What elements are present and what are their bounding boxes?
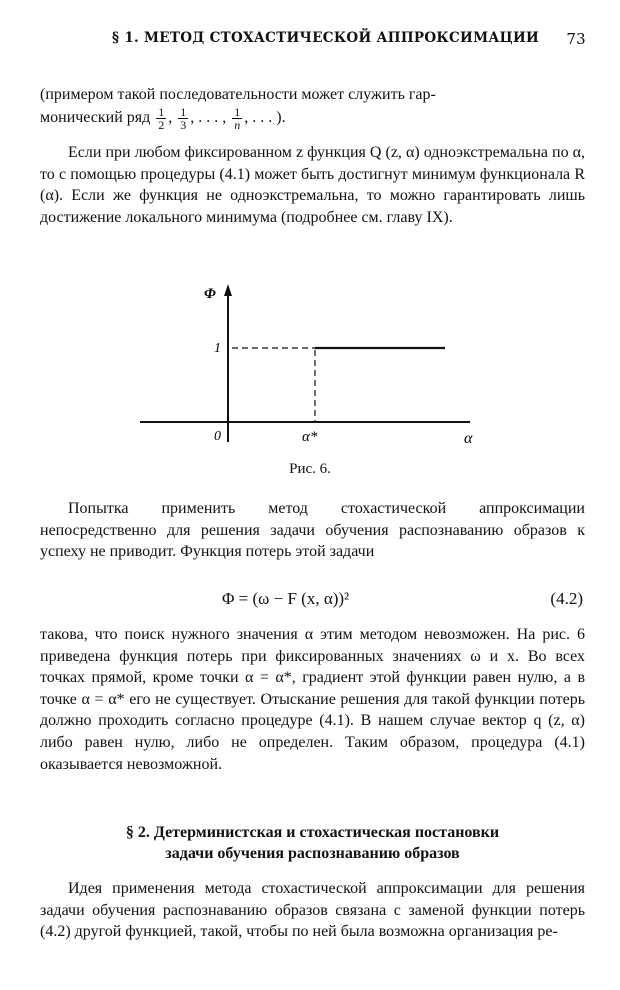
paragraph-extremum: Если при любом фиксированном z функция Q (z, α) одноэкстремальна по α, то с помощью процедуры (4.1) может быть достигнут минимум функционала R (α). Если же функция не одноэкстремальна, то можно гарантировать лишь достижение локального минимума (подробнее см. главу IX). (40, 144, 585, 226)
paragraph-attempt: Попытка применить метод стохастической аппроксимации непосредственно для решения задачи обучения распознаванию образов к успеху не приводит. Функция потерь этой задачи (40, 500, 585, 561)
frac3-denominator: n (234, 117, 241, 132)
para1-line2-suffix: , . . . ). (244, 108, 286, 126)
section-heading-line1: § 2. Детерминистская и стохастическая постановки (125, 824, 500, 841)
figure-caption: Рис. 6. (289, 461, 331, 477)
x-tick-label: α* (302, 429, 318, 445)
frac1-denominator: 2 (158, 117, 165, 132)
origin-label: 0 (214, 429, 221, 444)
sep-2: , . . . , (190, 108, 227, 126)
frac2-denominator: 3 (180, 117, 187, 132)
frac3-numerator: 1 (234, 104, 241, 119)
section-heading-line2: задачи обучения распознаванию образов (165, 845, 460, 862)
x-axis-label: α (464, 430, 473, 447)
frac1-numerator: 1 (158, 104, 165, 119)
paragraph-idea: Идея применения метода стохастической аппроксимации для решения задачи обучения распознаванию образов связана с заменой функции потерь (4.2) другой функцией, такой, чтобы по ней была возможна организация ре- (40, 880, 585, 941)
paragraph-gradient: такова, что поиск нужного значения α этим методом невозможен. На рис. 6 приведена функция потерь при фиксированных значениях ω и x. Во всех точках прямой, кроме точки α = α*, градиент этой функции равен нулю, а в точке α = α* его не существует. Отыскание решения для такой функции потерь должно проходить согласно процедуре (4.1). В нашем случае вектор q (z, α) либо равен нулю, либо не определен. Таким образом, процедура (4.1) оказывается невозможной. (40, 626, 585, 773)
page-number: 73 (566, 30, 586, 48)
sep-1: , (168, 108, 173, 126)
section-heading (40, 822, 585, 864)
y-axis-label: Φ (204, 286, 216, 302)
figure-6-plot (0, 280, 620, 460)
para1-line1: (примером такой последовательности может служить гар- (40, 86, 436, 103)
equation-formula: Φ = (ω − F (x, α))² (222, 589, 350, 608)
equation-4-2 (40, 589, 585, 611)
fraction-1-2 (156, 106, 166, 131)
fraction-1-n (232, 106, 242, 131)
para1-line2-prefix: монический ряд (40, 108, 151, 126)
y-axis-arrow (224, 284, 232, 296)
frac2-numerator: 1 (180, 104, 187, 119)
paragraph-harmonic-series (40, 84, 585, 131)
equation-number: (4.2) (550, 589, 583, 608)
running-title: § 1. МЕТОД СТОХАСТИЧЕСКОЙ АППРОКСИМАЦИИ (112, 30, 540, 46)
fraction-1-3 (178, 106, 188, 131)
y-tick-label: 1 (214, 341, 221, 356)
para1-line2 (40, 106, 585, 131)
